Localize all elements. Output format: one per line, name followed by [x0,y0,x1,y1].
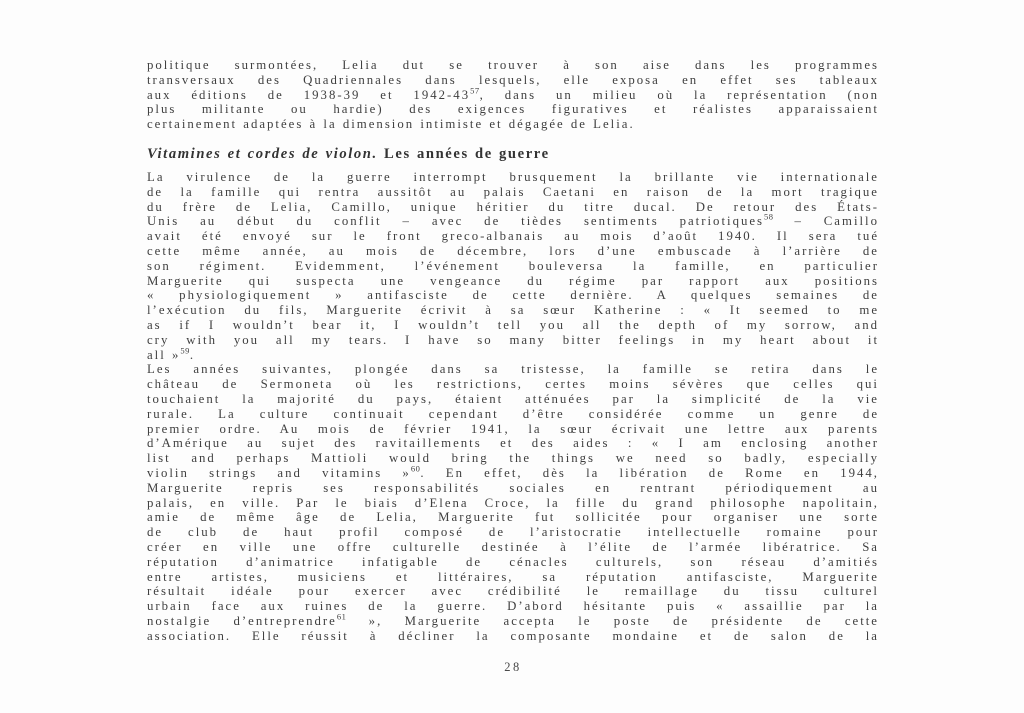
paragraph [147,362,879,643]
text-line: premier ordre. Au mois de février 1941, la sœur écrivait une lettre aux parents [147,421,879,436]
text-line: rurale. La culture continuait cependant d’être considérée comme un genre de [147,406,879,421]
text-line: association. Elle réussit à décliner la composante mondaine et de salon de la [147,628,879,643]
text-line: La virulence de la guerre interrompt brusquement la brillante vie internationale [147,169,879,184]
section-heading-italic: Vitamines et cordes de violon. [147,145,378,162]
section-heading-regular: Les années de guerre [377,145,550,162]
text-line: réputation d’animatrice infatigable de cénacles culturels, son réseau d’amitiés [147,554,879,569]
text-line: avait été envoyé sur le front greco-albanais au mois d’août 1940. Il sera tué [147,229,879,244]
text-line: cette même année, au mois de décembre, lors d’une embuscade à l’arrière de [147,243,879,258]
text-line: entre artistes, musiciens et littéraires, sa réputation antifasciste, Marguerite [147,569,879,584]
text-line: as if I wouldn’t bear it, I wouldn’t tell you all the depth of my sorrow, and [147,317,879,332]
text-line: son régiment. Evidemment, l’événement bouleversa la famille, en particulier [147,258,879,273]
text-line: de la famille qui rentra aussitôt au palais Caetani en raison de la mort tragique [147,184,879,199]
section-heading [147,145,879,163]
text-line: d’Amérique au sujet des ravitaillements et des aides : « I am enclosing another [147,436,879,451]
text-line: Les années suivantes, plongée dans sa tristesse, la famille se retira dans le [147,362,879,377]
text-line: violin strings and vitamins »$^{60}$. En effet, dès la libération de Rome en 1944, [147,463,879,480]
text-line: all »$^{59}$. [147,345,196,362]
text-line: certainement adaptées à la dimension intimiste et dégagée de Lelia. [147,117,635,132]
text-line: résultait idéale pour exercer avec crédibilité le remaillage du tissu culturel [147,584,879,599]
text-line: politique surmontées, Lelia dut se trouver à son aise dans les programmes [147,58,879,72]
text-line: « physiologiquement » antifasciste de cette dernière. A quelques semaines de [147,288,879,303]
footnote-ref: 59 [180,345,190,356]
paragraph [147,170,879,362]
text-line: aux éditions de 1938-39 et $1942-43^{57}$, dans un milieu où la représentation (non [147,85,879,102]
text-block [147,58,879,643]
text-line: touchaient la majorité du pays, étaient atténuées par la simplicité de la vie [147,391,879,406]
text-line: urbain face aux ruines de la guerre. D’abord hésitante puis « assaillie par la [147,599,879,614]
footnote-ref: 61 [336,611,347,622]
footnote-ref: 57 [470,85,480,96]
text-line: transversaux des Quadriennales dans lesquels, elle exposa en effet ses tableaux [147,72,879,87]
text-line: du frère de Lelia, Camillo, unique héritier du titre ducal. De retour des États- [147,199,879,214]
footnote-ref: 60 [410,463,421,474]
text-line: cry with you all my tears. I have so many bitter feelings in my heart about it [147,332,879,347]
paragraph [147,58,879,132]
text-line: plus militante ou hardie) des exigences figuratives et réalistes apparaissaient [147,102,879,117]
text-line: de club de haut profil composé de l’aristocratie intellectuelle romaine pour [147,525,879,540]
text-line: château de Sermoneta où les restrictions, certes moins sévères que celles qui [147,377,879,392]
text-line: list and perhaps Mattioli would bring the things we need so badly, especially [147,451,879,466]
text-line: palais, en ville. Par le biais d’Elena Croce, la fille du grand philosophe napolitain, [147,495,879,510]
text-line: Marguerite qui suspecta une vengeance du régime par rapport aux positions [147,273,879,288]
text-line: l’exécution du fils, Marguerite écrivit à sa sœur Katherine : « It seemed to me [147,303,879,318]
text-line: Marguerite repris ses responsabilités sociales en rentrant périodiquement au [147,480,879,495]
footnote-ref: 58 [764,212,774,223]
text-line: nostalgie d’entreprendre$^{61}$ », Marguerite accepta le poste de présidente de cette [147,611,879,628]
text-line: créer en ville une offre culturelle destinée à l’élite de l’armée libératrice. Sa [147,539,879,554]
text-line: Unis au début du conflit – avec de tièdes sentiments patriotiques$^{58}$ – Camillo [147,212,880,229]
page-number: 28 [504,660,522,674]
text-line: amie de même âge de Lelia, Marguerite fut sollicitée pour organiser une sorte [147,510,879,525]
